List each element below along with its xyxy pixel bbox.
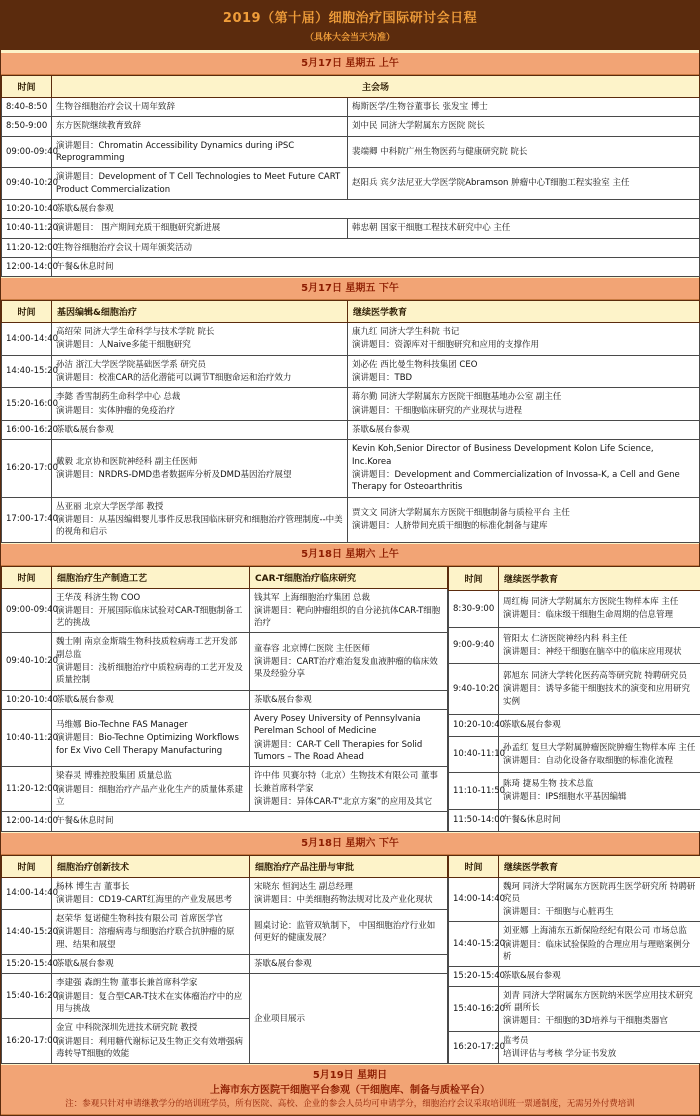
session-cell bbox=[348, 421, 700, 440]
schedule-row bbox=[2, 421, 700, 440]
session-text: Avery Posey University of Pennsylvania Perelman School of Medicine bbox=[254, 713, 443, 738]
schedule-table-group bbox=[1, 566, 699, 832]
session-text: 演讲题目：NRDRS-DMD患者数据库分析及DMD基因治疗展望 bbox=[56, 469, 343, 481]
column-header: 继续医学教育 bbox=[348, 301, 700, 323]
schedule-row bbox=[449, 986, 700, 1031]
time-cell: 12:00-14:00 bbox=[2, 812, 52, 831]
session-cell bbox=[250, 710, 448, 767]
session-text: 演讲题目：中美细胞药物法规对比及产业化现状 bbox=[254, 894, 443, 906]
session-text: 演讲题目：干细胞与心脏再生 bbox=[503, 906, 696, 918]
session-cell bbox=[52, 974, 250, 1019]
time-cell: 17:00-17:40 bbox=[2, 497, 52, 542]
time-cell: 8:50-9:00 bbox=[2, 117, 52, 136]
session-cell bbox=[348, 168, 700, 200]
session-text: 演讲题目：自动化设备存取细胞的标准化流程 bbox=[503, 755, 696, 767]
time-cell: 09:40-10:20 bbox=[2, 633, 52, 690]
column-header: 细胞治疗生产制造工艺 bbox=[52, 566, 250, 588]
session-text: 丛亚丽 北京大学医学部 教授 bbox=[56, 501, 343, 513]
column-header: 细胞治疗创新技术 bbox=[52, 855, 250, 877]
session-text: 孙洁 浙江大学医学院基础医学系 研究员 bbox=[56, 359, 343, 371]
time-cell: 14:00-14:40 bbox=[449, 877, 499, 922]
session-cell bbox=[52, 421, 348, 440]
session-cell bbox=[348, 440, 700, 497]
session-text: 演讲题目：神经干细胞在脑卒中的临床应用现状 bbox=[503, 646, 696, 658]
schedule-row bbox=[2, 388, 700, 421]
afternoon-518-left-table bbox=[1, 855, 448, 1065]
schedule-row bbox=[449, 877, 700, 922]
time-cell: 16:20-17:20 bbox=[449, 1031, 499, 1064]
schedule-row bbox=[449, 591, 700, 628]
schedule-row bbox=[449, 736, 700, 773]
session-cell bbox=[250, 588, 448, 633]
morning-518-right-table bbox=[448, 566, 700, 832]
session-text: 演讲题目：复合型CAR-T技术在实体瘤治疗中的应用与挑战 bbox=[56, 991, 245, 1016]
session-text: 许中伟 贝赛尔特（北京）生物技术有限公司 董事长兼首席科学家 bbox=[254, 770, 443, 795]
session-cell bbox=[499, 877, 700, 922]
session-text: 周红梅 同济大学附属东方医院生物样本库 主任 bbox=[503, 596, 696, 608]
session-cell bbox=[348, 98, 700, 117]
time-cell: 10:20-10:40 bbox=[449, 714, 499, 736]
session-text: Kevin Koh,Senior Director of Business Development Kolon Life Science, Inc.Korea bbox=[352, 443, 695, 468]
schedule-row bbox=[449, 664, 700, 714]
session-cell bbox=[499, 664, 700, 714]
session-text: 演讲题目： 围产期间充质干细胞研究新进展 bbox=[56, 222, 343, 234]
session-cell bbox=[499, 627, 700, 664]
footer-banner-519 bbox=[1, 1064, 699, 1115]
session-text: 茶歇&展台参观 bbox=[56, 958, 245, 970]
session-text: 生物谷细胞治疗会议十周年颁奖活动 bbox=[56, 242, 695, 254]
session-cell bbox=[52, 877, 250, 910]
session-text: 演讲题目：Development of T Cell Technologies to Meet Future CART Product Commercialization bbox=[56, 171, 343, 196]
session-cell bbox=[499, 773, 700, 810]
session-cell bbox=[52, 117, 348, 136]
session-cell bbox=[52, 440, 348, 497]
schedule-row bbox=[2, 910, 448, 955]
session-cell bbox=[52, 955, 250, 974]
session-text: 茶歇&展台参观 bbox=[56, 424, 343, 436]
schedule-table-group bbox=[1, 300, 699, 542]
session-text: 孙孟红 复旦大学附属肿瘤医院肿瘤生物样本库 主任 bbox=[503, 742, 696, 754]
time-cell: 14:40-15:20 bbox=[2, 910, 52, 955]
session-text: 演讲题目：Chromatin Accessibility Dynamics during iPSC Reprogramming bbox=[56, 140, 343, 165]
session-cell bbox=[250, 974, 448, 1064]
session-cell bbox=[499, 809, 700, 831]
session-text: 康九红 同济大学生科院 书记 bbox=[352, 326, 695, 338]
time-cell: 10:40-11:20 bbox=[2, 219, 52, 238]
conference-title: 2019（第十届）细胞治疗国际研讨会日程 bbox=[5, 7, 695, 26]
session-text: 演讲题目：CAR-T Cell Therapies for Solid Tumors – The Road Ahead bbox=[254, 739, 443, 764]
session-text: 高绍荣 同济大学生命科学与技术学院 院长 bbox=[56, 326, 343, 338]
session-cell bbox=[499, 967, 700, 986]
session-cell bbox=[499, 736, 700, 773]
schedule-row bbox=[2, 199, 700, 218]
schedule-row bbox=[2, 497, 700, 542]
session-text: 茶歇&展台参观 bbox=[56, 694, 245, 706]
banner-title: 5月19日 星期日 bbox=[7, 1068, 693, 1083]
session-text: 金宣 中科院深圳先进技术研究院 教授 bbox=[56, 1022, 245, 1034]
session-text: 茶歇&展台参观 bbox=[352, 424, 695, 436]
column-header: 主会场 bbox=[52, 76, 700, 98]
session-text: 管阳太 仁济医院神经内科 科主任 bbox=[503, 633, 696, 645]
session-cell bbox=[52, 497, 348, 542]
time-cell: 10:20-10:40 bbox=[2, 199, 52, 218]
session-cell bbox=[348, 497, 700, 542]
schedule-row bbox=[2, 323, 700, 356]
schedule-row bbox=[449, 967, 700, 986]
session-text: 魏珂 同济大学附属东方医院再生医学研究所 特聘研究员 bbox=[503, 881, 696, 906]
session-cell bbox=[499, 714, 700, 736]
session-text: 宋晓东 恒润达生 副总经理 bbox=[254, 881, 443, 893]
schedule-row bbox=[449, 773, 700, 810]
session-cell bbox=[52, 910, 250, 955]
schedule-row bbox=[2, 690, 448, 709]
session-text: 茶歇&展台参观 bbox=[56, 203, 695, 215]
session-cell bbox=[52, 323, 348, 356]
schedule-row bbox=[2, 168, 700, 200]
session-cell bbox=[499, 1031, 700, 1064]
session-cell bbox=[52, 1019, 250, 1064]
session-text: 童春容 北京博仁医院 主任医师 bbox=[254, 643, 443, 655]
date-banner-517-pm bbox=[1, 277, 699, 300]
time-cell: 10:40-11:20 bbox=[2, 710, 52, 767]
time-cell: 10:40-11:10 bbox=[449, 736, 499, 773]
session-text: 演讲题目：IPS细胞水平基因编辑 bbox=[503, 791, 696, 803]
session-text: 梅斯医学/生物谷董事长 张发宝 博士 bbox=[352, 101, 695, 113]
time-cell: 15:20-15:40 bbox=[449, 967, 499, 986]
time-cell: 16:20-17:00 bbox=[2, 440, 52, 497]
session-text: 李建强 森朗生物 董事长兼首席科学家 bbox=[56, 977, 245, 989]
time-cell: 16:20-17:00 bbox=[2, 1019, 52, 1064]
session-cell bbox=[499, 986, 700, 1031]
session-cell bbox=[52, 257, 700, 276]
schedule-row bbox=[2, 98, 700, 117]
session-cell bbox=[52, 238, 700, 257]
column-header: CAR-T细胞治疗临床研究 bbox=[250, 566, 448, 588]
schedule-row bbox=[2, 633, 448, 690]
session-text: 刘青 同济大学附属东方医院纳米医学应用技术研究所 副所长 bbox=[503, 990, 696, 1015]
session-cell bbox=[52, 767, 250, 812]
session-text: 刘必佐 西比曼生物科技集团 CEO bbox=[352, 359, 695, 371]
session-text: 演讲题目：细胞治疗产品产业化生产的质量体系建立 bbox=[56, 784, 245, 809]
session-text: 李懿 香雪制药生命科学中心 总裁 bbox=[56, 391, 343, 403]
column-header: 时间 bbox=[2, 566, 52, 588]
schedule-row bbox=[2, 440, 700, 497]
schedule-row bbox=[2, 257, 700, 276]
session-text: 演讲题目：资源库对干细胞研究和应用的支撑作用 bbox=[352, 339, 695, 351]
session-text: 演讲题目：人脐带间充质干细胞的标准化制备与建库 bbox=[352, 520, 695, 532]
session-text: 演讲题目：Bio-Techne Optimizing Workflows for Ex Vivo Cell Therapy Manufacturing bbox=[56, 732, 245, 757]
session-cell bbox=[250, 690, 448, 709]
session-text: 演讲题目：干细胞临床研究的产业现状与进程 bbox=[352, 405, 695, 417]
schedule-row bbox=[2, 117, 700, 136]
time-cell: 11:10-11:50 bbox=[449, 773, 499, 810]
session-cell bbox=[52, 388, 348, 421]
title-bar bbox=[1, 1, 699, 52]
afternoon-517-table bbox=[1, 300, 700, 542]
schedule-row bbox=[449, 922, 700, 967]
schedule-row bbox=[2, 767, 448, 812]
date-banner-517-am bbox=[1, 52, 699, 75]
schedule-table-group bbox=[1, 855, 699, 1065]
column-header: 细胞治疗产品注册与审批 bbox=[250, 855, 448, 877]
session-text: 演讲题目：利用糖代谢标记及生物正交有效增强病毒转导T细胞的效能 bbox=[56, 1036, 245, 1061]
session-text: 监考员 bbox=[503, 1035, 696, 1047]
session-cell bbox=[499, 591, 700, 628]
time-cell: 15:20-16:00 bbox=[2, 388, 52, 421]
time-cell: 10:20-10:40 bbox=[2, 690, 52, 709]
session-text: 茶歇&展台参观 bbox=[503, 970, 696, 982]
schedule-row bbox=[449, 714, 700, 736]
session-cell bbox=[348, 219, 700, 238]
column-header: 时间 bbox=[2, 301, 52, 323]
column-header: 时间 bbox=[449, 855, 499, 877]
session-text: 午餐&休息时间 bbox=[56, 815, 443, 827]
session-text: 演讲题目：临床试验保险的合理应用与理赔案例分析 bbox=[503, 939, 696, 964]
time-cell: 8:40-8:50 bbox=[2, 98, 52, 117]
session-cell bbox=[348, 388, 700, 421]
time-cell: 14:40-15:20 bbox=[449, 922, 499, 967]
time-cell: 15:40-16:20 bbox=[449, 986, 499, 1031]
session-text: 演讲题目：浅析细胞治疗中质粒病毒的工艺开发及质量控制 bbox=[56, 662, 245, 687]
session-text: 演讲题目：异体CAR-T“北京方案”的应用及其它 bbox=[254, 796, 443, 808]
schedule-row bbox=[2, 588, 448, 633]
session-cell bbox=[250, 633, 448, 690]
session-cell bbox=[348, 117, 700, 136]
schedule-row bbox=[449, 809, 700, 831]
morning-518-left-table bbox=[1, 566, 448, 832]
banner-title: 5月18日 星期六 下午 bbox=[7, 836, 693, 851]
afternoon-518-right-table bbox=[448, 855, 700, 1065]
session-text: 马维娜 Bio-Techne FAS Manager bbox=[56, 719, 245, 731]
session-cell bbox=[250, 767, 448, 812]
session-cell bbox=[348, 136, 700, 168]
banner-title: 5月18日 星期六 上午 bbox=[7, 547, 693, 562]
session-cell bbox=[250, 955, 448, 974]
session-text: 午餐&休息时间 bbox=[56, 261, 695, 273]
session-cell bbox=[52, 710, 250, 767]
time-cell: 14:00-14:40 bbox=[2, 877, 52, 910]
schedule-row bbox=[2, 355, 700, 388]
session-text: 圆桌讨论：监管双轨制下， 中国细胞治疗行业如何更好的健康发展？ bbox=[254, 920, 443, 945]
session-text: 演讲题目：靶向肿瘤组织的自分泌抗体CAR-T细胞治疗 bbox=[254, 605, 443, 630]
session-text: 赵荣华 复诺健生物科技有限公司 首席医学官 bbox=[56, 913, 245, 925]
session-cell bbox=[52, 812, 448, 831]
session-cell bbox=[52, 690, 250, 709]
session-text: 裴端卿 中科院广州生物医药与健康研究院 院长 bbox=[352, 146, 695, 158]
session-text: 魏士刚 南京金斯瑞生物科技质粒病毒工艺开发部副总监 bbox=[56, 636, 245, 661]
session-text: 梁春灵 博雅控股集团 质量总监 bbox=[56, 770, 245, 782]
session-cell bbox=[52, 199, 700, 218]
session-text: 贾文文 同济大学附属东方医院干细胞制备与质检平台 主任 bbox=[352, 507, 695, 519]
session-text: 王华茂 科济生物 COO bbox=[56, 592, 245, 604]
session-cell bbox=[52, 219, 348, 238]
session-text: 演讲题目：CD19-CART红海里的产业发展思考 bbox=[56, 894, 245, 906]
session-cell bbox=[250, 910, 448, 955]
session-cell bbox=[499, 922, 700, 967]
session-cell bbox=[52, 588, 250, 633]
conference-subtitle: （具体大会当天为准） bbox=[5, 30, 695, 43]
column-header: 时间 bbox=[449, 566, 499, 591]
session-cell bbox=[52, 136, 348, 168]
session-text: 钱其军 上海细胞治疗集团 总裁 bbox=[254, 592, 443, 604]
session-text: 杨林 博生吉 董事长 bbox=[56, 881, 245, 893]
session-cell bbox=[348, 355, 700, 388]
column-header: 时间 bbox=[2, 855, 52, 877]
main-hall-table bbox=[1, 75, 700, 277]
time-cell: 12:00-14:00 bbox=[2, 257, 52, 276]
session-text: 演讲题目：实体肿瘤的免疫治疗 bbox=[56, 405, 343, 417]
schedule-row bbox=[2, 219, 700, 238]
session-text: 郭旭东 同济大学转化医药高等研究院 特聘研究员 bbox=[503, 670, 696, 682]
time-cell: 15:20-15:40 bbox=[2, 955, 52, 974]
schedule-row bbox=[2, 136, 700, 168]
session-text: 演讲题目：从基因编辑婴儿事件反思我国临床研究和细胞治疗管理制度--中美的视角和启示 bbox=[56, 514, 343, 539]
session-text: 蒋尔勤 同济大学附属东方医院干细胞基地办公室 副主任 bbox=[352, 391, 695, 403]
time-cell: 8:30-9:00 bbox=[449, 591, 499, 628]
time-cell: 09:00-09:40 bbox=[2, 136, 52, 168]
date-banner-518-pm bbox=[1, 832, 699, 855]
session-cell bbox=[52, 168, 348, 200]
session-text: 韩忠朝 国家干细胞工程技术研究中心 主任 bbox=[352, 222, 695, 234]
time-cell: 09:00-09:40 bbox=[2, 588, 52, 633]
session-text: 演讲题目：CART治疗难治复发血液肿瘤的临床效果及经验分享 bbox=[254, 656, 443, 681]
session-text: 演讲题目：Development and Commercialization of Invossa-K, a Cell and Gene Therapy for Osteoarthritis bbox=[352, 469, 695, 494]
time-cell: 9:40-10:20 bbox=[449, 664, 499, 714]
session-text: 演讲题目：干细胞的3D培养与干细胞类器官 bbox=[503, 1015, 696, 1027]
session-text: 茶歇&展台参观 bbox=[254, 958, 443, 970]
schedule-row bbox=[449, 1031, 700, 1064]
column-header: 继续医学教育 bbox=[499, 855, 700, 877]
banner-note: 注：参观只针对申请继教学分的培训班学员，所有医院、高校、企业的参会人员均可申请学分，细胞治疗会议采取培训班一票通制度，无需另外付费培训 bbox=[7, 1098, 693, 1111]
session-text: 刘亚娜 上海浦东五新保险经纪有限公司 市场总监 bbox=[503, 925, 696, 937]
schedule-row bbox=[449, 627, 700, 664]
session-text: 戴毅 北京协和医院神经科 副主任医师 bbox=[56, 456, 343, 468]
schedule-row bbox=[2, 238, 700, 257]
column-header: 继续医学教育 bbox=[499, 566, 700, 591]
schedule-row bbox=[2, 710, 448, 767]
session-text: 赵阳兵 宾夕法尼亚大学医学院Abramson 肿瘤中心T细胞工程实验室 主任 bbox=[352, 177, 695, 189]
time-cell: 9:00-9:40 bbox=[449, 627, 499, 664]
column-header: 基因编辑&细胞治疗 bbox=[52, 301, 348, 323]
session-cell bbox=[52, 355, 348, 388]
session-text: 演讲题目：校准CAR的活化潜能可以调节T细胞命运和治疗效力 bbox=[56, 372, 343, 384]
session-text: 东方医院继续教育致辞 bbox=[56, 120, 343, 132]
date-banner-518-am bbox=[1, 543, 699, 566]
schedule-row bbox=[2, 812, 448, 831]
time-cell: 14:40-15:20 bbox=[2, 355, 52, 388]
session-cell bbox=[250, 877, 448, 910]
time-cell: 16:00-16:20 bbox=[2, 421, 52, 440]
column-header: 时间 bbox=[2, 76, 52, 98]
session-text: 茶歇&展台参观 bbox=[254, 694, 443, 706]
time-cell: 11:50-14:00 bbox=[449, 809, 499, 831]
session-text: 演讲题目：溶瘤病毒与细胞治疗联合抗肿瘤的原理、结果和展望 bbox=[56, 926, 245, 951]
session-text: 演讲题目：TBD bbox=[352, 372, 695, 384]
session-cell bbox=[52, 633, 250, 690]
session-text: 企业项目展示 bbox=[254, 1013, 443, 1025]
banner-title: 5月17日 星期五 上午 bbox=[7, 56, 693, 71]
time-cell: 11:20-12:00 bbox=[2, 238, 52, 257]
session-text: 生物谷细胞治疗会议十周年致辞 bbox=[56, 101, 343, 113]
schedule-row bbox=[2, 877, 448, 910]
session-text: 演讲题目：诱导多能干细胞技术的演变和应用研究实例 bbox=[503, 683, 696, 708]
schedule-body bbox=[1, 52, 699, 1115]
banner-title: 上海市东方医院干细胞平台参观（干细胞库、制备与质检平台） bbox=[7, 1083, 693, 1098]
schedule-table-group bbox=[1, 75, 699, 277]
schedule-row bbox=[2, 974, 448, 1019]
session-text: 茶歇&展台参观 bbox=[503, 719, 696, 731]
time-cell: 14:00-14:40 bbox=[2, 323, 52, 356]
session-text: 培训评估与考核 学分证书发放 bbox=[503, 1048, 696, 1060]
session-text: 演讲题目：人Naive多能干细胞研究 bbox=[56, 339, 343, 351]
banner-title: 5月17日 星期五 下午 bbox=[7, 281, 693, 296]
time-cell: 15:40-16:20 bbox=[2, 974, 52, 1019]
session-cell bbox=[52, 98, 348, 117]
session-cell bbox=[348, 323, 700, 356]
session-text: 演讲题目：临床级干细胞生命周期的信息管理 bbox=[503, 609, 696, 621]
session-text: 演讲题目：开展国际临床试验对CAR-T细胞制备工艺的挑战 bbox=[56, 605, 245, 630]
session-text: 陈琦 捷易生物 技术总监 bbox=[503, 778, 696, 790]
time-cell: 09:40-10:20 bbox=[2, 168, 52, 200]
session-text: 刘中民 同济大学附属东方医院 院长 bbox=[352, 120, 695, 132]
time-cell: 11:20-12:00 bbox=[2, 767, 52, 812]
schedule-row bbox=[2, 955, 448, 974]
session-text: 午餐&休息时间 bbox=[503, 814, 696, 826]
